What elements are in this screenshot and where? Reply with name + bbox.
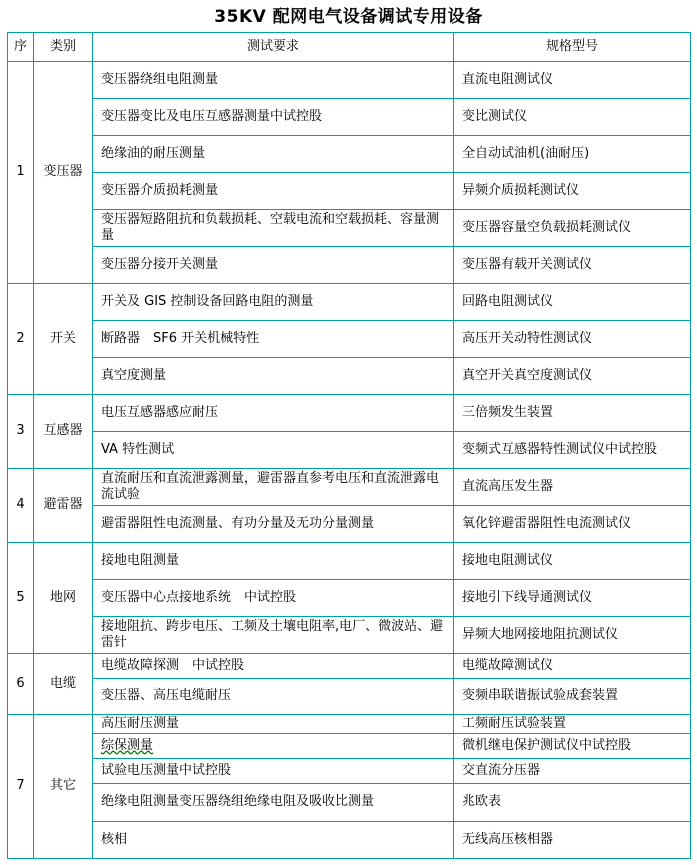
- section-index-cell: 5: [8, 543, 34, 654]
- test-requirement-text: 电缆故障探测 中试控股: [101, 657, 245, 673]
- test-requirement-cell: [93, 395, 454, 432]
- table-row: [8, 99, 691, 136]
- spec-model-text: 直流电阻测试仪: [462, 71, 554, 87]
- test-requirement-cell: [93, 784, 454, 822]
- test-requirement-cell: [93, 173, 454, 210]
- spec-model-cell: [454, 506, 691, 543]
- spec-model-cell: [454, 580, 691, 617]
- test-requirement-text: 避雷器阻性电流测量、有功分量及无功分量测量: [101, 515, 375, 531]
- section-index-cell: 3: [8, 395, 34, 469]
- table-row: [8, 136, 691, 173]
- test-requirement-cell: [93, 506, 454, 543]
- spec-model-cell: [454, 395, 691, 432]
- spec-model-text: 变频式互感器特性测试仪中试控股: [462, 441, 658, 457]
- spec-model-cell: [454, 62, 691, 99]
- test-requirement-cell: [93, 679, 454, 715]
- section-index-cell: 4: [8, 469, 34, 543]
- spec-model-cell: [454, 734, 691, 759]
- spec-model-text: 变压器有载开关测试仪: [462, 256, 593, 272]
- spec-model-cell: [454, 822, 691, 859]
- spec-model-text: 异频大地网接地阻抗测试仪: [462, 626, 619, 642]
- spec-model-cell: [454, 617, 691, 654]
- table-header-row: [8, 33, 691, 62]
- table-row: [8, 395, 691, 432]
- test-requirement-text: 核相: [101, 831, 128, 847]
- test-requirement-cell: [93, 321, 454, 358]
- section-index-cell: 1: [8, 62, 34, 284]
- test-requirement-text: 试验电压测量中试控股: [101, 762, 232, 778]
- spec-model-cell: [454, 432, 691, 469]
- spec-model-text: 高压开关动特性测试仪: [462, 330, 593, 346]
- spec-model-cell: [454, 654, 691, 679]
- spec-model-cell: [454, 321, 691, 358]
- spec-model-text: 电缆故障测试仪: [462, 657, 554, 673]
- spec-model-text: 三倍频发生装置: [462, 404, 554, 420]
- test-requirement-cell: [93, 210, 454, 247]
- test-requirement-cell: [93, 358, 454, 395]
- test-requirement-cell: [93, 247, 454, 284]
- table-row: [8, 822, 691, 859]
- test-requirement-cell: [93, 822, 454, 859]
- table-body: [8, 62, 691, 859]
- section-category-cell: 电缆: [34, 654, 93, 715]
- section-category-cell: 其它: [34, 715, 93, 859]
- table-row: [8, 734, 691, 759]
- spec-model-cell: [454, 679, 691, 715]
- test-requirement-text: 真空度测量: [101, 367, 167, 383]
- test-requirement-text: 变压器、高压电缆耐压: [101, 688, 232, 704]
- spec-model-text: 变压器容量空负载损耗测试仪: [462, 219, 632, 235]
- test-requirement-cell: [93, 759, 454, 784]
- test-requirement-cell: [93, 284, 454, 321]
- table-row: [8, 759, 691, 784]
- spec-model-text: 直流高压发生器: [462, 478, 554, 494]
- table-row: [8, 580, 691, 617]
- test-requirement-text: 绝缘油的耐压测量: [101, 145, 206, 161]
- spec-model-text: 异频介质损耗测试仪: [462, 182, 580, 198]
- spec-model-cell: [454, 469, 691, 506]
- equipment-table: [7, 32, 691, 859]
- spec-model-text: 接地电阻测试仪: [462, 552, 554, 568]
- spec-model-text: 变频串联谐振试验成套装置: [462, 688, 619, 704]
- table-row: [8, 432, 691, 469]
- section-category-cell: 避雷器: [34, 469, 93, 543]
- table-row: [8, 469, 691, 506]
- test-requirement-cell: [93, 99, 454, 136]
- section-category-cell: 开关: [34, 284, 93, 395]
- spec-model-text: 交直流分压器: [462, 762, 541, 778]
- test-requirement-text: 变压器介质损耗测量: [101, 182, 219, 198]
- spec-model-text: 无线高压核相器: [462, 831, 554, 847]
- table-row: [8, 210, 691, 247]
- header-index: 序: [8, 33, 34, 62]
- test-requirement-cell: [93, 432, 454, 469]
- spec-model-cell: [454, 759, 691, 784]
- test-requirement-text: 接地阻抗、跨步电压、工频及土壤电阻率,电厂、微波站、避雷针: [101, 618, 444, 650]
- test-requirement-cell: [93, 617, 454, 654]
- section-category-cell: 变压器: [34, 62, 93, 284]
- test-requirement-text: 电压互感器感应耐压: [101, 404, 219, 420]
- spec-model-cell: [454, 136, 691, 173]
- test-requirement-text: 接地电阻测量: [101, 552, 180, 568]
- test-requirement-text: VA 特性测试: [101, 441, 175, 457]
- spec-model-cell: [454, 358, 691, 395]
- table-row: [8, 173, 691, 210]
- spec-model-text: 工频耐压试验装置: [462, 715, 567, 731]
- test-requirement-text: 综保测量: [101, 737, 154, 753]
- table-row: [8, 617, 691, 654]
- page-title: 35KV 配网电气设备调试专用设备: [214, 7, 483, 27]
- spec-model-cell: [454, 173, 691, 210]
- spec-model-text: 变比测试仪: [462, 108, 528, 124]
- header-test-requirement: 测试要求: [93, 33, 454, 62]
- test-requirement-text: 开关及 GIS 控制设备回路电阻的测量: [101, 293, 314, 309]
- section-index-cell: 2: [8, 284, 34, 395]
- spec-model-text: 全自动试油机(油耐压): [462, 145, 590, 161]
- table-row: [8, 679, 691, 715]
- spec-model-text: 兆欧表: [462, 794, 502, 810]
- table-row: [8, 506, 691, 543]
- spec-model-text: 回路电阻测试仪: [462, 293, 554, 309]
- table-row: [8, 784, 691, 822]
- section-index-cell: 6: [8, 654, 34, 715]
- table-row: [8, 654, 691, 679]
- test-requirement-cell: [93, 543, 454, 580]
- test-requirement-text: 变压器分接开关测量: [101, 256, 219, 272]
- spec-model-cell: [454, 715, 691, 734]
- table-row: [8, 358, 691, 395]
- spec-model-text: 微机继电保护测试仪中试控股: [462, 737, 632, 753]
- section-category-cell: 地网: [34, 543, 93, 654]
- test-requirement-text: 变压器绕组电阻测量: [101, 71, 219, 87]
- test-requirement-cell: [93, 654, 454, 679]
- spec-model-cell: [454, 210, 691, 247]
- section-category-cell: 互感器: [34, 395, 93, 469]
- test-requirement-text: 变压器短路阻抗和负载损耗、空载电流和空载损耗、容量测量: [101, 211, 440, 243]
- spec-model-cell: [454, 99, 691, 136]
- table-row: [8, 715, 691, 734]
- test-requirement-text: 变压器中心点接地系统 中试控股: [101, 589, 297, 605]
- spec-model-text: 氧化锌避雷器阻性电流测试仪: [462, 515, 632, 531]
- table-row: [8, 62, 691, 99]
- table-row: [8, 321, 691, 358]
- spec-model-cell: [454, 284, 691, 321]
- test-requirement-cell: [93, 715, 454, 734]
- spec-model-cell: [454, 543, 691, 580]
- spec-model-text: 接地引下线导通测试仪: [462, 589, 593, 605]
- test-requirement-text: 绝缘电阻测量变压器绕组绝缘电阻及吸收比测量: [101, 794, 375, 810]
- test-requirement-text: 高压耐压测量: [101, 715, 180, 731]
- header-spec-model: 规格型号: [454, 33, 691, 62]
- table-row: [8, 543, 691, 580]
- test-requirement-text: 变压器变比及电压互感器测量中试控股: [101, 108, 323, 124]
- test-requirement-cell: [93, 580, 454, 617]
- section-index-cell: 7: [8, 715, 34, 859]
- table-row: [8, 284, 691, 321]
- test-requirement-cell: [93, 734, 454, 759]
- table-row: [8, 247, 691, 284]
- test-requirement-cell: [93, 469, 454, 506]
- test-requirement-text: 直流耐压和直流泄露测量，避雷器直参考电压和直流泄露电流试验: [101, 470, 440, 502]
- spec-model-text: 真空开关真空度测试仪: [462, 367, 593, 383]
- header-category: 类别: [34, 33, 93, 62]
- spec-model-cell: [454, 247, 691, 284]
- spec-model-cell: [454, 784, 691, 822]
- test-requirement-text: 断路器 SF6 开关机械特性: [101, 330, 260, 346]
- test-requirement-cell: [93, 62, 454, 99]
- test-requirement-cell: [93, 136, 454, 173]
